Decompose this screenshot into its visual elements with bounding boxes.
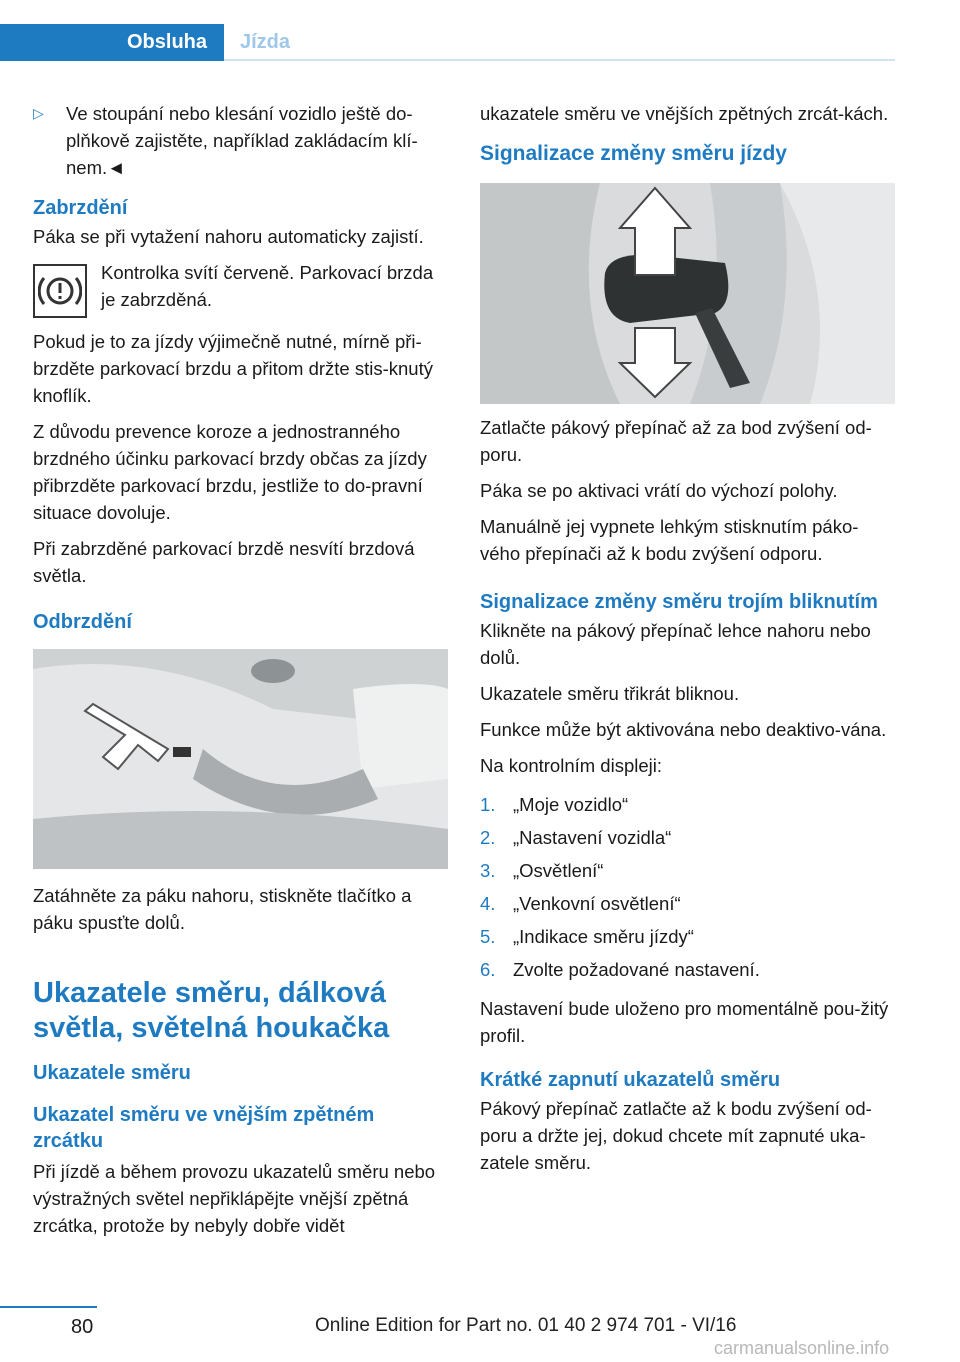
watermark: carmanualsonline.info	[714, 1338, 890, 1358]
heading-zrcatko: Ukazatel směru ve vnějším zpětném zrcátku	[33, 1104, 375, 1152]
parking-brake-image	[33, 649, 448, 869]
heading-kratke: Krátké zapnutí ukazatelů směru	[480, 1069, 781, 1091]
list-item	[480, 854, 895, 887]
paragraph: Z důvodu prevence koroze a jednostranného brzdného účinku parkovací brzdy občas za jízdy přibrzděte parkovací brzdu, jestliže to do-pravní situace dovoluje.	[33, 421, 427, 523]
step-text: „Osvětlení“	[513, 860, 604, 881]
paragraph: Ukazatele směru třikrát bliknou.	[480, 683, 740, 704]
triangle-bullet-icon: ▷	[33, 105, 44, 121]
paragraph: Nastavení bude uloženo pro momentálně pou-žitý profil.	[480, 998, 889, 1046]
step-number: 2.	[480, 827, 496, 848]
paragraph: Při jízdě a během provozu ukazatelů směru nebo výstražných světel nepřiklápějte vnější zpětná zrcátka, protože by nebyly dobře vidět	[33, 1161, 436, 1236]
left-column	[33, 100, 448, 1248]
step-number: 5.	[480, 926, 496, 947]
right-column	[480, 100, 895, 1185]
step-text: „Indikace směru jízdy“	[513, 926, 694, 947]
heading-signalizace: Signalizace změny směru jízdy	[480, 142, 787, 165]
paragraph: Při zabrzděné parkovací brzdě nesvítí brzdová světla.	[33, 538, 415, 586]
paragraph: Manuálně jej vypnete lehkým stisknutím páko-vého přepínači až k bodu zvýšení odporu.	[480, 516, 859, 564]
paragraph: Pákový přepínač zatlačte až k bodu zvýšení od-poru a držte jej, dokud chcete mít zapnuté uka-zatele směru.	[480, 1098, 872, 1173]
step-number: 4.	[480, 893, 496, 914]
chapter-heading: Ukazatele směru, dálková světla, světelná houkačka	[33, 977, 390, 1044]
paragraph: Zatáhněte za páku nahoru, stiskněte tlačítko a páku spusťte dolů.	[33, 885, 412, 933]
warning-text: Kontrolka svítí červeně. Parkovací brzda je zabrzděná.	[101, 262, 434, 310]
steps-list	[480, 788, 895, 986]
page-number: 80	[71, 1316, 94, 1338]
step-text: Zvolte požadované nastavení.	[513, 959, 760, 980]
step-text: „Nastavení vozidla“	[513, 827, 672, 848]
paragraph: ukazatele směru ve vnějších zpětných zrcát-kách.	[480, 103, 889, 124]
tab-jizda[interactable]	[240, 24, 290, 61]
list-item	[480, 920, 895, 953]
step-text: „Moje vozidlo“	[513, 794, 629, 815]
edition-note: Online Edition for Part no. 01 40 2 974 701 - VI/16	[315, 1315, 737, 1336]
list-item	[480, 953, 895, 986]
paragraph: Na kontrolním displeji:	[480, 755, 662, 776]
footer-rule	[0, 1306, 97, 1308]
warning-indicator	[33, 259, 448, 318]
step-number: 6.	[480, 959, 496, 980]
tab-obsluha[interactable]	[0, 24, 224, 61]
bullet-item	[33, 100, 448, 181]
step-number: 3.	[480, 860, 496, 881]
paragraph: Klikněte na pákový přepínač lehce nahoru nebo dolů.	[480, 620, 871, 668]
paragraph: Páka se při vytažení nahoru automaticky zajistí.	[33, 226, 424, 247]
parking-brake-warning-icon	[33, 264, 87, 318]
tab-obsluha-label: Obsluha	[126, 31, 207, 53]
paragraph: Páka se po aktivaci vrátí do výchozí polohy.	[480, 480, 838, 501]
list-item	[480, 821, 895, 854]
paragraph: Pokud je to za jízdy výjimečně nutné, mírně při-brzděte parkovací brzdu a přitom držte stis-knutý knoflík.	[33, 331, 433, 406]
tab-divider	[224, 59, 895, 61]
section-tabs	[0, 24, 895, 61]
heading-ukazatele-smeru: Ukazatele směru	[33, 1062, 191, 1084]
tab-jizda-label: Jízda	[240, 31, 291, 53]
heading-trojim: Signalizace změny směru trojím bliknutím	[480, 591, 878, 613]
bullet-text: Ve stoupání nebo klesání vozidlo ještě do-plňkově zajistěte, například zakládacím klí-nem.◄	[66, 103, 418, 178]
list-item	[480, 788, 895, 821]
turn-signal-lever-image	[480, 183, 895, 404]
heading-zabrzdeni: Zabrzdění	[33, 197, 128, 219]
heading-odbrzdeni: Odbrzdění	[33, 611, 132, 633]
step-number: 1.	[480, 794, 496, 815]
paragraph: Funkce může být aktivována nebo deaktivo-vána.	[480, 719, 887, 740]
step-text: „Venkovní osvětlení“	[513, 893, 681, 914]
list-item	[480, 887, 895, 920]
paragraph: Zatlačte pákový přepínač až za bod zvýšení od-poru.	[480, 417, 872, 465]
